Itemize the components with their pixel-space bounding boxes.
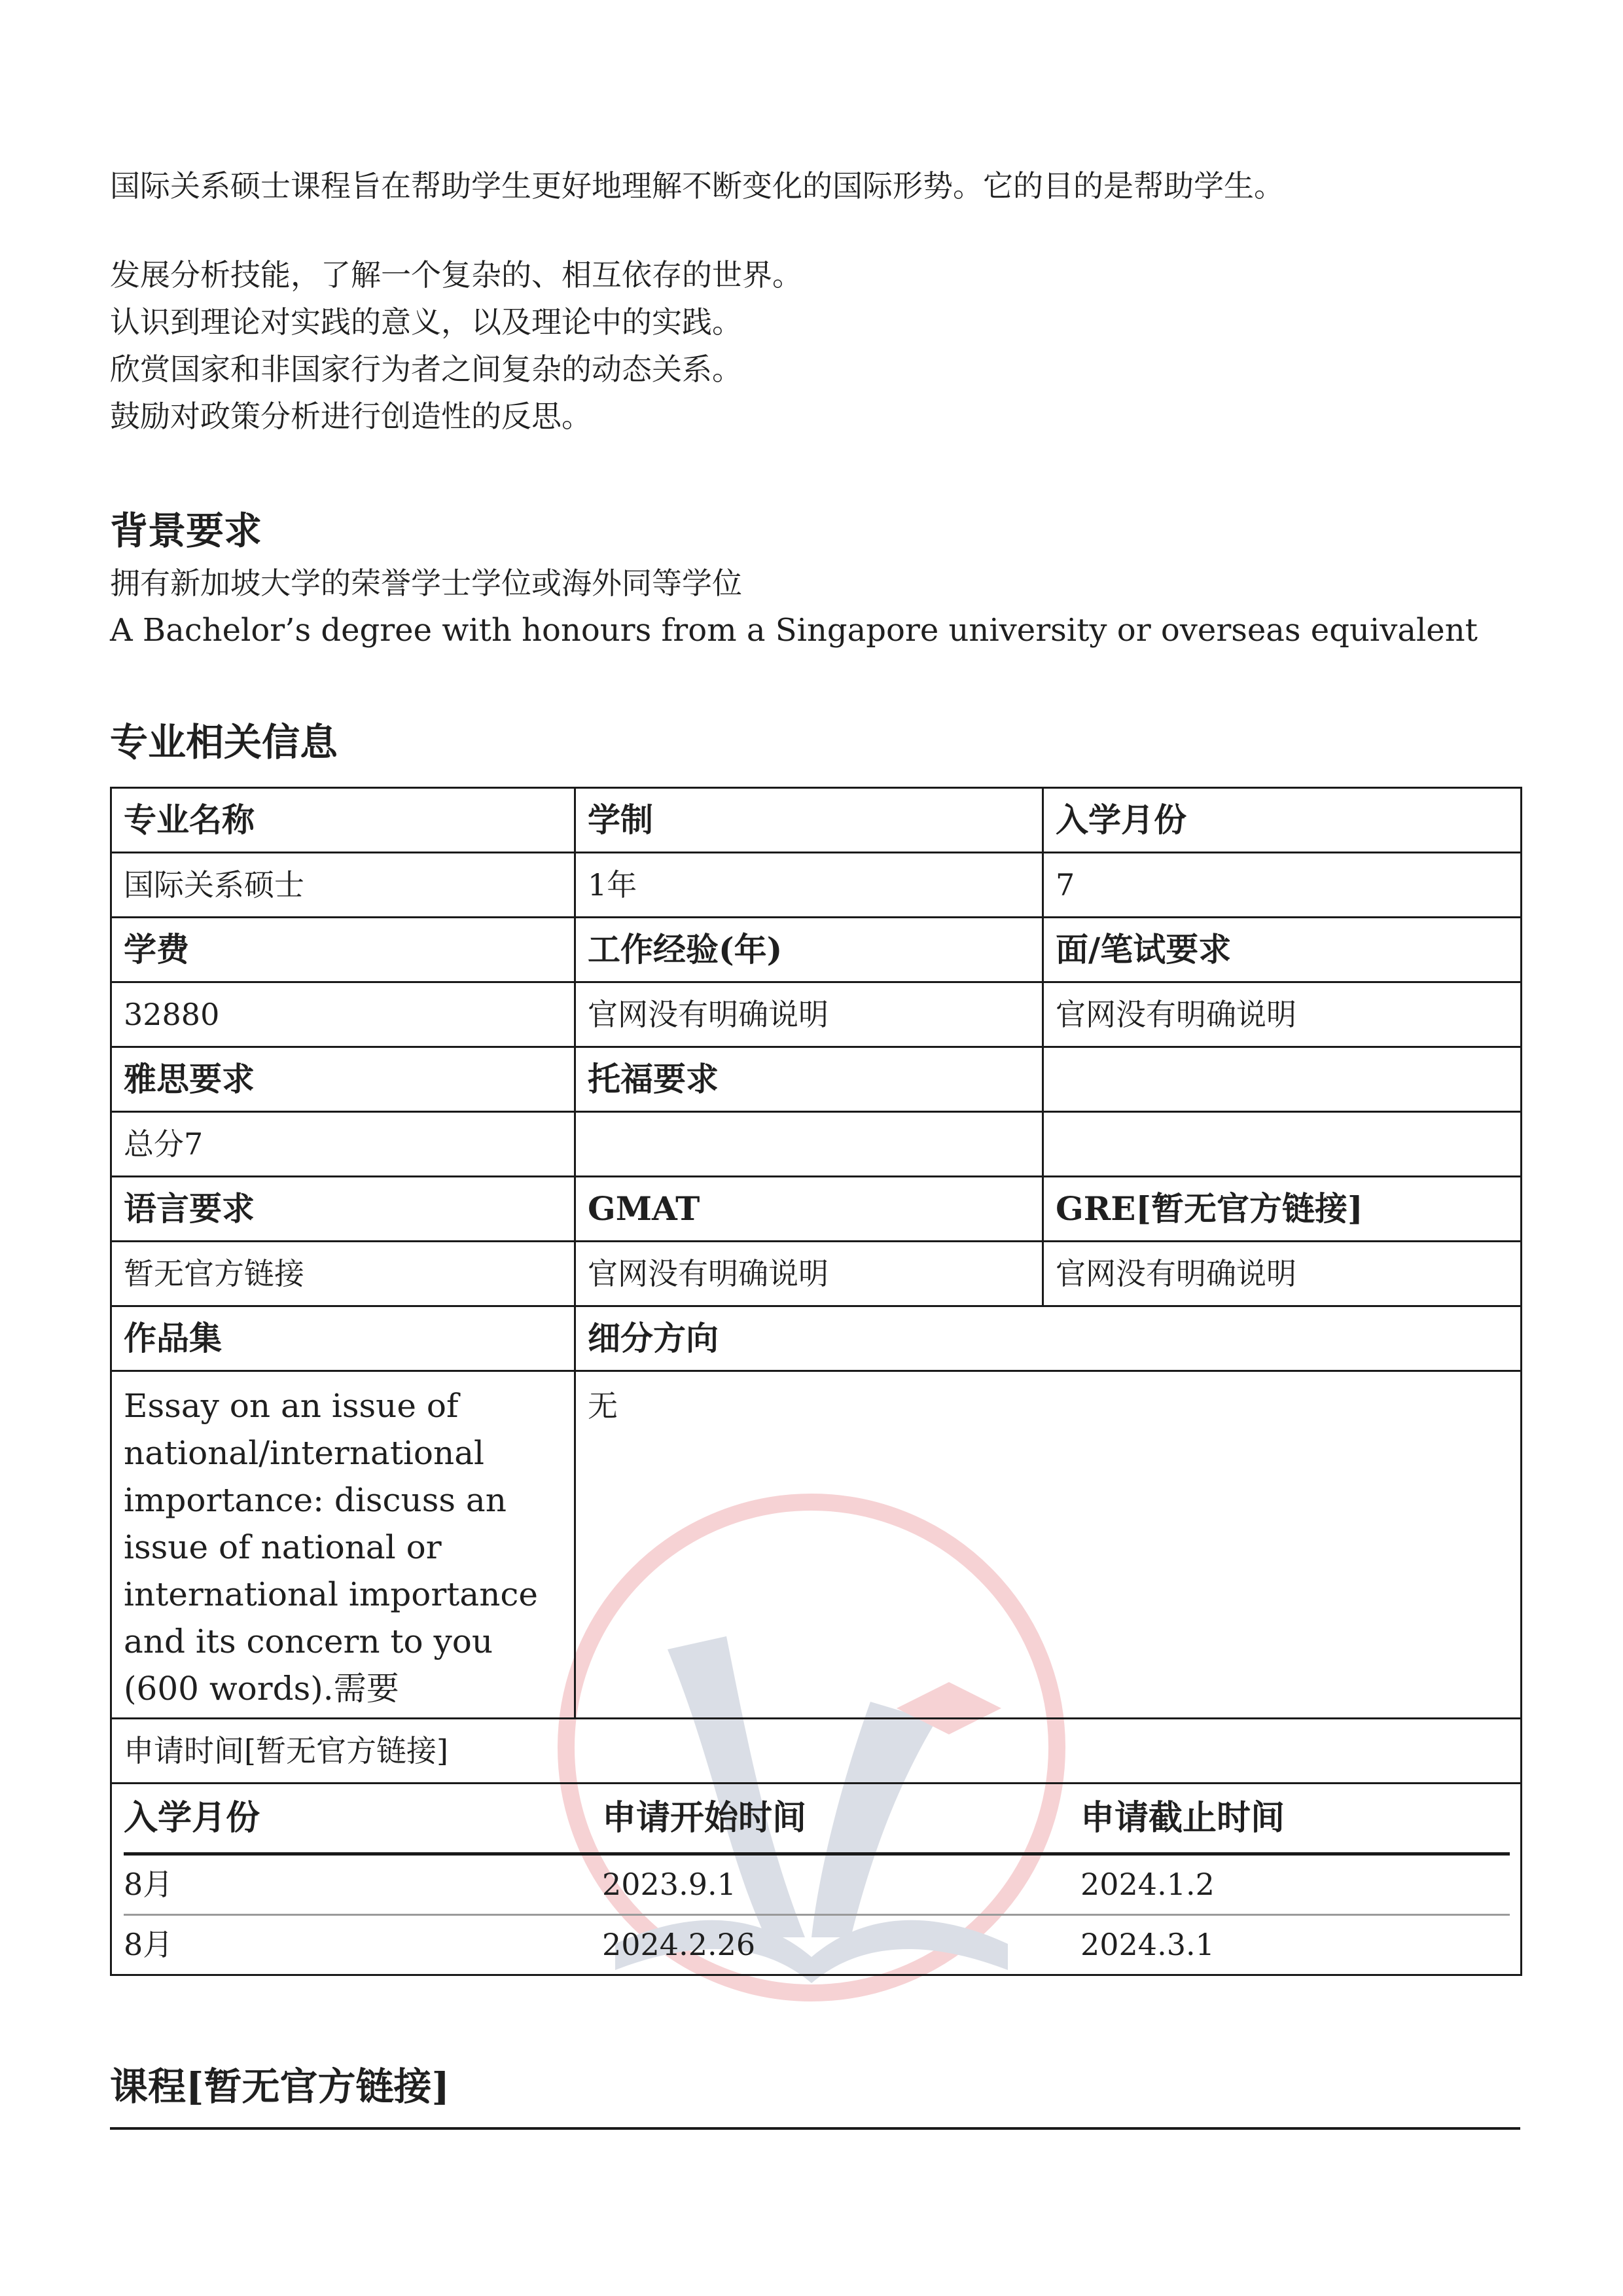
background-text-cn: 拥有新加坡大学的荣誉学士学位或海外同等学位 [110,565,742,601]
intro-line: 欣赏国家和非国家行为者之间复杂的动态关系。 [110,351,742,387]
interview-value: 官网没有明确说明 [1043,982,1522,1047]
toefl-value [575,1112,1043,1177]
name-label: 专业名称 [111,788,575,853]
dates-cell: 8月 [124,1927,173,1962]
dates-cell: 2024.3.1 [1080,1927,1215,1962]
section-divider [110,2127,1520,2130]
portfolio-label: 作品集 [111,1306,575,1371]
dates-cell: 8月 [124,1854,602,1915]
ielts-value: 总分7 [111,1112,575,1177]
table-row [124,1854,1510,1915]
intro-line: 鼓励对政策分析进行创造性的反思。 [110,399,592,434]
gre-label: GRE[暂无官方链接] [1043,1177,1522,1242]
program-info-table [110,787,1522,1976]
toefl-label: 托福要求 [575,1047,1043,1112]
ielts-label: 雅思要求 [111,1047,575,1112]
gmat-label: GMAT [575,1177,1043,1242]
tuition-value: 32880 [111,982,575,1047]
tuition-label: 学费 [111,918,575,982]
application-dates-cell [111,1784,1522,1975]
dates-cell: 2024.1.2 [1080,1854,1510,1915]
portfolio-value: Essay on an issue of national/international importance: discuss an issue of national or international importance and its concern to you (600 words).需要 [111,1371,575,1719]
dates-header: 申请截止时间 [1080,1784,1510,1854]
work-experience-label: 工作经验(年) [575,918,1043,982]
background-heading: 背景要求 [110,509,262,553]
intro-line: 认识到理论对实践的意义，以及理论中的实践。 [110,304,742,340]
intro-line: 国际关系硕士课程旨在帮助学生更好地理解不断变化的国际形势。它的目的是帮助学生。 [110,168,1284,204]
specialization-value: 无 [575,1371,1522,1719]
application-dates-table [124,1784,1510,1974]
table-row [124,1915,1510,1975]
empty-cell [1043,1047,1522,1112]
courses-heading: 课程[暂无官方链接] [110,2064,450,2109]
intake-label: 入学月份 [1043,788,1522,853]
work-experience-value: 官网没有明确说明 [575,982,1043,1047]
language-label: 语言要求 [111,1177,575,1242]
duration-label: 学制 [575,788,1043,853]
interview-label: 面/笔试要求 [1043,918,1522,982]
dates-cell: 2024.2.26 [602,1927,756,1962]
dates-cell: 2023.9.1 [602,1854,1080,1915]
program-info-heading: 专业相关信息 [110,720,338,764]
intro-line: 发展分析技能，了解一个复杂的、相互依存的世界。 [110,257,802,293]
background-text-en: A Bachelor’s degree with honours from a Singapore university or overseas equivalent [110,612,1478,649]
intake-value: 7 [1043,853,1522,918]
empty-cell [1043,1112,1522,1177]
duration-value: 1年 [575,853,1043,918]
language-value: 暂无官方链接 [111,1242,575,1306]
background-text [110,560,1478,654]
dates-header: 入学月份 [124,1784,602,1854]
name-value: 国际关系硕士 [111,853,575,918]
specialization-label: 细分方向 [575,1306,1522,1371]
application-time-label: 申请时间[暂无官方链接] [111,1719,1522,1784]
program-intro [110,162,1520,440]
gre-value: 官网没有明确说明 [1043,1242,1522,1306]
gmat-value: 官网没有明确说明 [575,1242,1043,1306]
dates-header: 申请开始时间 [602,1784,1080,1854]
